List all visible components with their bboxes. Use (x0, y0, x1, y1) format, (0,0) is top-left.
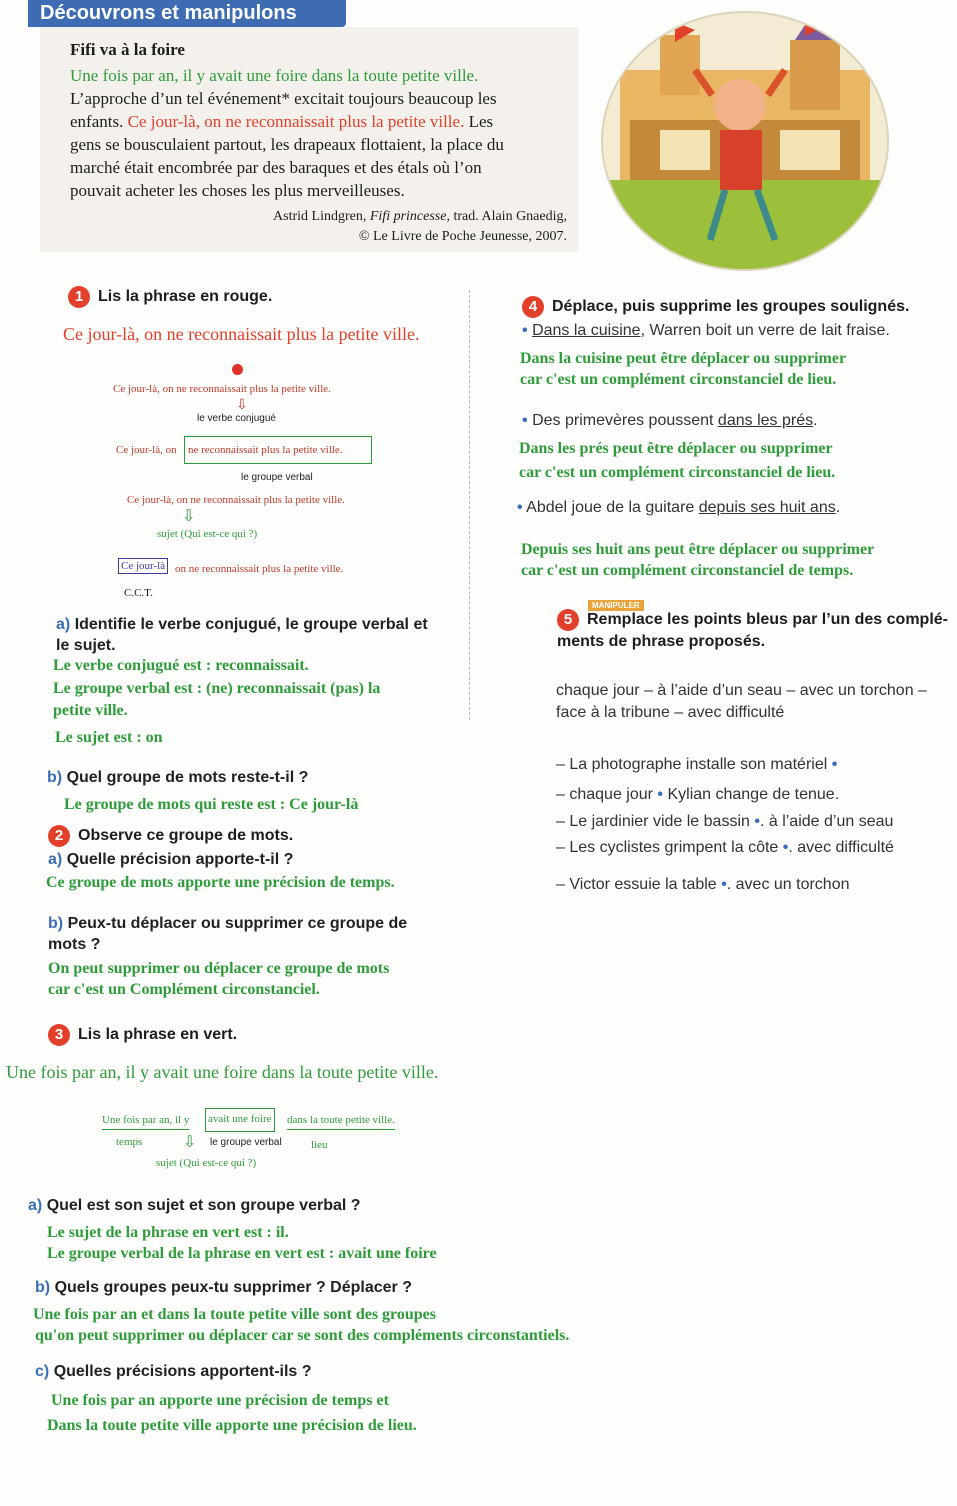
diagram-ex3-part3: dans la toute petite ville. (287, 1114, 395, 1130)
label-groupe-verbal: le groupe verbal (210, 1137, 282, 1148)
manipuler-badge: MANIPULER (588, 600, 644, 611)
exercise-4-heading: 4 Déplace, puis supprime les groupes soulignés. (522, 296, 909, 318)
ex5-row-4: – Les cyclistes grimpent la côte •. avec difficulté (556, 839, 894, 856)
arrow-down-icon: ⇩ (183, 1134, 197, 1151)
story-text (70, 64, 570, 202)
ex2-question-a: a) Quelle précision apporte-t-il ? (48, 851, 294, 868)
ex5-row-3: – Le jardinier vide le bassin •. à l’aide d’un seau (556, 813, 894, 830)
ex1-answer-a-cont: petite ville. (53, 702, 128, 719)
story-line: L’approche d’un tel événement* excitait toujours beaucoup les (70, 89, 497, 108)
ex2-answer-a: Ce groupe de mots apporte une précision de temps. (46, 874, 395, 891)
ex4-sentence-3: • Abdel joue de la guitare depuis ses huit ans. (517, 499, 841, 516)
section-header: Découvrons et manipulons (28, 0, 346, 27)
label-sujet: sujet (Qui est-ce qui ?) (156, 1157, 257, 1169)
diagram-4-sentence: on ne reconnaissait plus la petite ville. (175, 563, 344, 575)
diagram-1-label: le verbe conjugué (197, 413, 276, 424)
arrow-down-icon: ⇩ (182, 508, 196, 525)
diagram-ex3-part1: Une fois par an, il y (102, 1114, 189, 1130)
diagram-3-label: sujet (Qui est-ce qui ?) (157, 528, 258, 540)
ex4-sentence-1: • Dans la cuisine, Warren boit un verre de lait fraise. (522, 322, 890, 339)
ex4-sentence-2: • Des primevères poussent dans les prés. (522, 412, 818, 429)
cct-box: Ce jour-là (118, 558, 168, 574)
ex1-answer-a-subject: Le sujet est : on (55, 729, 163, 746)
ex5-row-5: – Victor essuie la table •. avec un torchon (556, 876, 850, 893)
exercise-3-heading: 3 Lis la phrase en vert. (48, 1024, 237, 1046)
red-dot-marker (232, 364, 243, 375)
ex5-row-2: – chaque jour • Kylian change de tenue. (556, 786, 840, 803)
ex1-answer-b: Le groupe de mots qui reste est : Ce jour-là (64, 796, 359, 813)
column-divider (469, 290, 470, 720)
ex3-answer-b: Une fois par an et dans la toute petite ville sont des groupes qu'on peut supprimer ou déplacer car se sont des compléments circonstantiels. (33, 1306, 570, 1344)
arrow-down-icon: ⇩ (236, 396, 248, 412)
exercise-2-heading: 2 Observe ce groupe de mots. (48, 825, 293, 847)
ex3-answer-a: Le sujet de la phrase en vert est : il. Le groupe verbal de la phrase en vert est : avait une foire (47, 1224, 437, 1262)
exercise-1-heading: 1 Lis la phrase en rouge. (68, 286, 272, 308)
exercise-number: 1 (68, 286, 90, 308)
ex5-options: chaque jour – à l’aide d’un seau – avec un torchon – face à la tribune – avec difficulté (556, 682, 927, 721)
story-credit: Astrid Lindgren, Fifi princesse, trad. Alain Gnaedig, © Le Livre de Poche Jeunesse, 2007. (273, 209, 567, 244)
story-line: pouvait acheter les choses les plus merveilleuses. (70, 181, 405, 200)
ex3-answer-c2: Dans la toute petite ville apporte une précision de lieu. (47, 1417, 417, 1434)
ex4-answer-1: Dans la cuisine peut être déplacer ou supprimer car c'est un complément circonstanciel de lieu. (520, 350, 847, 388)
ex4-answer-3: Depuis ses huit ans peut être déplacer ou supprimer car c'est un complément circonstanciel de temps. (521, 541, 875, 579)
label-temps: temps (116, 1136, 143, 1148)
ex2-answer-b: On peut supprimer ou déplacer ce groupe de mots car c'est un Complément circonstanciel. (48, 960, 390, 998)
story-line: marché était encombrée par des baraques et des étals où l’on (70, 158, 482, 177)
diagram-ex3-verbal-group: avait une foire (205, 1108, 275, 1132)
story-title: Fifi va à la foire (70, 40, 185, 59)
cct-label: C.C.T. (124, 587, 153, 599)
ex4-answer-2: Dans les prés peut être déplacer ou supprimer car c'est un complément circonstanciel de lieu. (519, 440, 836, 481)
diagram-1-sentence: Ce jour-là, on ne reconnaissait plus la petite ville. (113, 383, 331, 395)
ex1-question-a: a) Identifie le verbe conjugué, le groupe verbal et le sujet. (56, 616, 428, 654)
ex3-question-c: c) Quelles précisions apportent-ils ? (35, 1363, 312, 1380)
ex5-row-1: – La photographe installe son matériel • (556, 756, 838, 773)
diagram-3-sentence: Ce jour-là, on ne reconnaissait plus la petite ville. (127, 494, 345, 506)
diagram-2-label: le groupe verbal (241, 472, 313, 483)
label-lieu: lieu (311, 1139, 328, 1151)
ex1-question-b: b) Quel groupe de mots reste-t-il ? (47, 769, 309, 786)
green-sentence: Une fois par an, il y avait une foire dans la toute petite ville. (70, 66, 479, 85)
ex3-answer-c1: Une fois par an apporte une précision de temps et (51, 1392, 389, 1409)
exercise-1-sentence: Ce jour-là, on ne reconnaissait plus la petite ville. (63, 324, 420, 344)
ex1-answer-a: Le verbe conjugué est : reconnaissait. Le groupe verbal est : (ne) reconnaissait (pas) la (53, 657, 381, 697)
ex2-question-b: b) Peux-tu déplacer ou supprimer ce groupe de mots ? (48, 915, 408, 953)
diagram-2-sentence: Ce jour-là, on (116, 444, 177, 456)
exercise-3-sentence: Une fois par an, il y avait une foire dans la toute petite ville. (6, 1062, 439, 1082)
red-sentence: Ce jour-là, on ne reconnaissait plus la petite ville. (127, 112, 465, 131)
verbal-group-box: ne reconnaissait plus la petite ville. (184, 436, 372, 464)
ex3-question-b: b) Quels groupes peux-tu supprimer ? Déplacer ? (35, 1279, 412, 1296)
fair-illustration (600, 10, 890, 272)
exercise-5-heading: 5 Remplace les points bleus par l’un des complé- ments de phrase proposés. (557, 611, 948, 650)
story-line: gens se bousculaient partout, les drapeaux flottaient, la place du (70, 135, 504, 154)
ex3-question-a: a) Quel est son sujet et son groupe verbal ? (28, 1197, 361, 1214)
story-line: enfants. Ce jour-là, on ne reconnaissait plus la petite ville. Les (70, 112, 494, 131)
